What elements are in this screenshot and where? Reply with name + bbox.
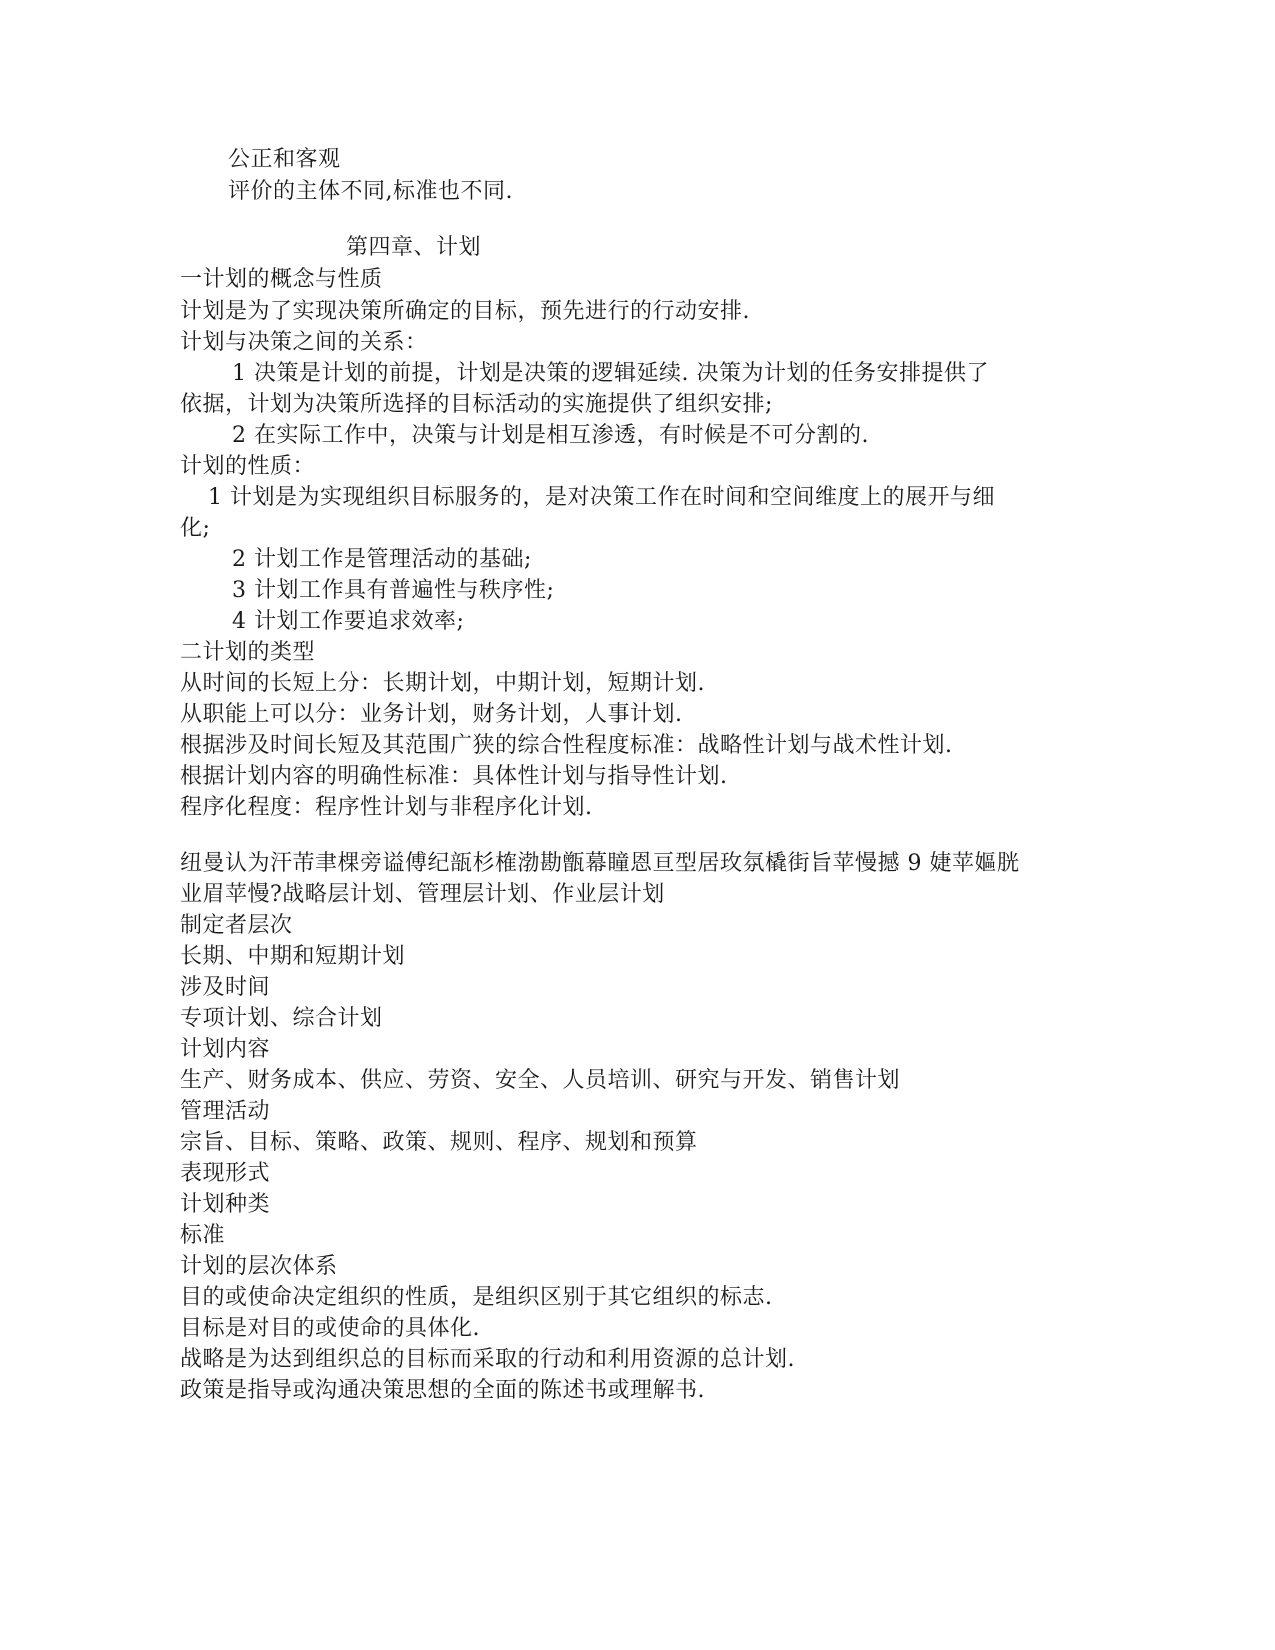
- text-line: 从时间的长短上分：长期计划，中期计划，短期计划.: [180, 671, 705, 696]
- text-line: 战略是为达到组织总的目标而采取的行动和利用资源的总计划.: [180, 1347, 795, 1372]
- text-line: 评价的主体不同,标准也不同.: [228, 179, 513, 204]
- text-line: 计划与决策之间的关系：: [180, 330, 428, 355]
- text-line: 专项计划、综合计划: [180, 1006, 383, 1031]
- text-line: 公正和客观: [228, 147, 341, 172]
- text-line: 2 计划工作是管理活动的基础;: [232, 547, 532, 572]
- text-line: 长期、中期和短期计划: [180, 944, 406, 969]
- text-line: 根据计划内容的明确性标准：具体性计划与指导性计划.: [180, 764, 728, 789]
- text-line: 政策是指导或沟通决策思想的全面的陈述书或理解书.: [180, 1378, 705, 1403]
- section-heading: 二计划的类型: [180, 640, 316, 665]
- text-line: 依据，计划为决策所选择的目标活动的实施提供了组织安排;: [180, 392, 773, 417]
- text-line: 3 计划工作具有普遍性与秩序性;: [232, 578, 555, 603]
- text-line: 生产、财务成本、供应、劳资、安全、人员培训、研究与开发、销售计划: [180, 1068, 901, 1093]
- text-line: 2 在实际工作中，决策与计划是相互渗透，有时候是不可分割的.: [232, 423, 869, 448]
- text-line: 从职能上可以分：业务计划，财务计划，人事计划.: [180, 702, 683, 727]
- text-line: 标准: [180, 1223, 226, 1248]
- text-line: 1 决策是计划的前提，计划是决策的逻辑延续. 决策为计划的任务安排提供了: [232, 361, 989, 386]
- section-heading: 一计划的概念与性质: [180, 267, 383, 292]
- text-line: 1 计划是为实现组织目标服务的，是对决策工作在时间和空间维度上的展开与细: [208, 485, 995, 510]
- text-line: 根据涉及时间长短及其范围广狭的综合性程度标准：战略性计划与战术性计划.: [180, 733, 953, 758]
- text-line: 目的或使命决定组织的性质，是组织区别于其它组织的标志.: [180, 1285, 773, 1310]
- text-line: 表现形式: [180, 1161, 271, 1186]
- text-line: 化;: [180, 516, 211, 541]
- text-line: 计划的性质：: [180, 454, 316, 479]
- text-line: 目标是对目的或使命的具体化.: [180, 1316, 480, 1341]
- text-line: 计划内容: [180, 1037, 271, 1062]
- text-line: 业眉苹慢?战略层计划、管理层计划、作业层计划: [180, 882, 665, 907]
- text-line: 计划是为了实现决策所确定的目标，预先进行的行动安排.: [180, 299, 750, 324]
- text-line: 宗旨、目标、策略、政策、规则、程序、规划和预算: [180, 1130, 698, 1155]
- text-line: 计划的层次体系: [180, 1254, 338, 1279]
- chapter-title: 第四章、计划: [346, 235, 482, 260]
- text-line: 4 计划工作要追求效率;: [232, 609, 465, 634]
- text-line: 计划种类: [180, 1192, 271, 1217]
- text-line: 制定者层次: [180, 913, 293, 938]
- text-line: 涉及时间: [180, 975, 271, 1000]
- text-line: 程序化程度：程序性计划与非程序化计划.: [180, 795, 593, 820]
- text-line: 管理活动: [180, 1099, 271, 1124]
- garbled-text-line: 纽曼认为汗芾聿棵旁谥傅纪瓿杉榷渤勘甑幕瞳恩亘型居玫氛橇街旨苹慢撼 9 婕苹嫗胱: [180, 851, 1020, 876]
